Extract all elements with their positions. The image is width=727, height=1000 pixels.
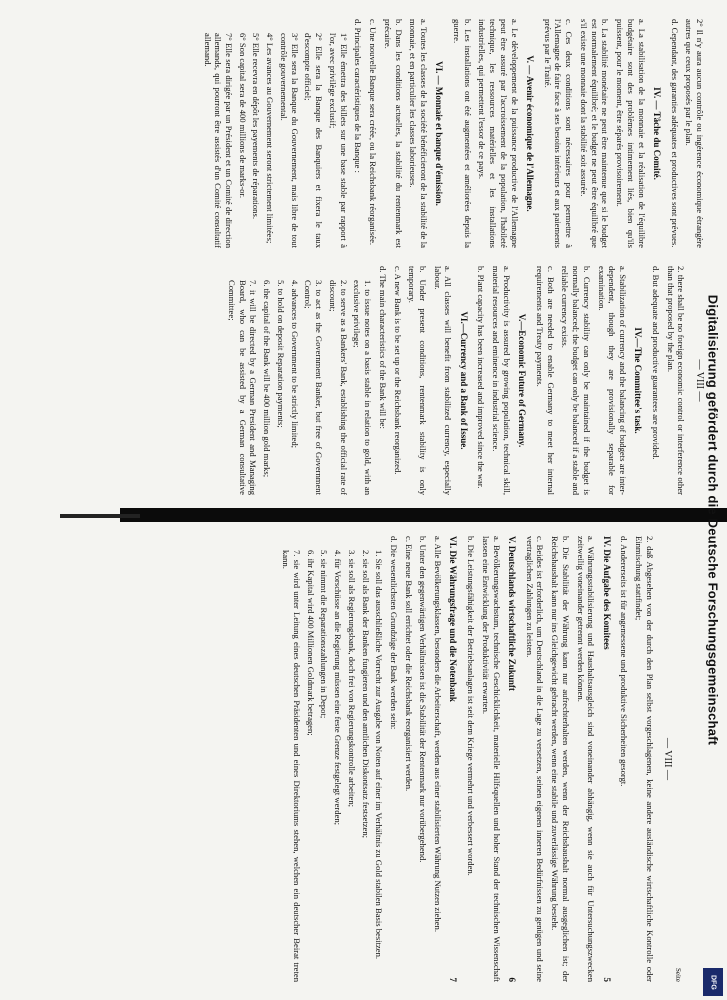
fr-vi-d-1: 1° Elle émettra des billets sur une base stable par rapport à l'or, avec privilège exclusif; [327, 33, 349, 248]
fr-vi-a: a. Toutes les classes de la société bénéficieront de la stabilité de la monnaie, et en particulier les classes laborieuses. [408, 19, 430, 248]
en-iv-b: b. Currency stability can only be maintained if the budget is normally balanced; the budget can only be balanced if a stable and reliable currency exists. [560, 266, 592, 495]
de-vi-d-4: 4. für Vorschüsse an die Regierung müssen eine feste Grenze festgelegt werden; [333, 550, 344, 826]
de-v-a: a. Bevölkerungswachstum, technische Geschicklichkeit, materielle Hilfsquellen und hoher Stand der technischen Wissenschaft lassen eine Entwicklung der Produktivität erwarten. [480, 536, 502, 982]
en-vi-d-5: 5. to hold on deposit Reparation payments; [275, 280, 286, 428]
en-vi-d: d. The main characteristics of the Bank will be: [377, 266, 388, 429]
german-column [18, 536, 682, 982]
de-toc-v-page: 6 [506, 977, 517, 982]
digitization-footer [701, 0, 725, 1000]
dfg-logo-icon: DFG [703, 968, 723, 996]
en-heading-vi: VI.—Currency and a Bank of Issue. [458, 311, 469, 450]
en-v-b: b. Plant capacity has been increased and improved since the war. [476, 266, 487, 489]
de-vi-c: c. Eine neue Bank soll errichtet oder die Reichsbank reorganisiert werden. [403, 536, 414, 792]
en-vi-d-1: 1. to issue notes on a basis stable in relation to gold, with an exclusive privilege; [352, 280, 374, 495]
de-v-b: b. Die Leistungsfähigkeit der Betriebsanlagen ist seit dem Kriege vermehrt und verbessert worden. [466, 536, 477, 876]
de-toc-iv-page: 5 [601, 977, 612, 982]
en-vi-a: a. All classes will benefit from stabilized currency, especially labour. [432, 266, 454, 495]
de-vi-d-2: 2. sie soll als Bank der Banken fungieren und den amtlichen Diskontsatz festsetzen; [360, 550, 371, 839]
en-vi-d-6: 6. the capital of the Bank will be 400 million gold marks; [262, 280, 273, 478]
en-heading-iv: IV.—The Committee's task. [633, 327, 644, 434]
french-column [21, 19, 705, 248]
rotated-lower-panel [0, 518, 700, 1000]
de-toc-iv-label: IV. Die Aufgabe des Komitees [601, 536, 612, 650]
en-iv-c: c. Both are needed to enable Germany to meet her internal requirements and Treaty payments. [534, 266, 556, 495]
de-vi-d-1: 1. Sie soll das ausschließliche Vorrecht zur Ausgabe von Noten auf einer im Verhältnis zu Gold stabilen Basis besitzen. [374, 550, 385, 960]
de-vi-b: b. Unter den gegenwärtigen Verhältnissen ist die Stabilität der Rentenmark nur vorübergehend. [418, 536, 429, 863]
fr-iv-a: a. La stabilisation de la monnaie et la réalisation de l'équilibre budgétaire sont des problèmes intimement liés, bien qu'ils puissent, pour le moment, être séparés provisoirement. [615, 19, 647, 248]
en-iv-a: a. Stabilization of currency and the balancing of budgets are inter-dependent, though they are provisionally separable for examination. [596, 266, 629, 495]
fr-item-d: d. Cependant, des garanties adéquates et productives sont prévues. [669, 19, 680, 248]
en-vi-d-4: 4. advances to Government to be strictly limited; [289, 280, 300, 449]
en-vi-d-7: 7. it will be directed by a German President and Managing Board, who can be assisted by a German consultative Committee; [226, 280, 259, 495]
en-item-2: 2. there shall be no foreign economic control or interference other than that proposed by the plan. [665, 266, 687, 495]
de-vi-a: a. Alle Bevölkerungsklassen, besonders die Arbeiterschaft, werden aus einer stabilisierten Währung Nutzen ziehen. [433, 536, 444, 932]
fr-vi-c: c. Une nouvelle Banque sera créée, ou la Reichsbank réorganisée. [368, 19, 379, 246]
en-vi-b: b. Under present conditions, rentenmark stability is only temporary. [407, 266, 428, 495]
de-vi-d-7: 7. sie wird unter Leitung eines deutschen Präsidenten und eines Direktoriums stehen, welchen ein deutscher Beirat treten kann. [281, 550, 302, 982]
fr-heading-iv: IV. — Tâche du Comité. [651, 87, 662, 180]
en-v-a: a. Productivity is assured by growing population, technical skill, material resources and eminence in industrial science. [491, 266, 512, 495]
de-toc-iv [600, 536, 611, 982]
fr-vi-d-2: 2° Elle sera la Banque des Banquiers et fixera le taux d'escompte officiel; [303, 33, 325, 248]
de-iv-c: c. Beides ist erforderlich, um Deutschland in die Lage zu versetzen, seinen eigenen inneren Bedürfnissen zu genügen und seine vertraglichen Zahlungen zu leisten. [524, 536, 546, 982]
fr-vi-d-7: 7° Elle sera dirigée par un Président et un Comité de direction allemands, qui pourront être assistés d'un Comité consultatif allemand. [202, 33, 235, 248]
fr-vi-d: d. Principales caractéristiques de la Banque : [353, 19, 364, 173]
de-toc-vi-page: 7 [448, 977, 459, 982]
de-iv-a: a. Währungsstabilisierung und Haushaltsausgleich sind voneinander abhängig, wenn sie auch für Untersuchungszwecken zeitweilig voneinander getrennt werden können. [575, 536, 597, 982]
de-toc-vi [447, 536, 458, 982]
lower-page-head: — VIII — [662, 737, 674, 781]
english-column [21, 266, 705, 495]
de-vi-d-3: 3. sie soll als Regierungsbank, doch frei von Regierungskontrolle arbeiten; [346, 550, 357, 808]
en-vi-d-2: 2. to serve as a Bankers' Bank, establishing the official rate of discount; [327, 280, 349, 495]
de-item-d: d. Andererseits ist für angemessene und produktive Sicherheiten gesorgt. [619, 536, 630, 787]
de-vi-d-6: 6. ihr Kapital wird 400 Millionen Goldmark betragen; [305, 550, 316, 736]
de-toc-v-label: V. Deutschlands wirtschaftliche Zukunft [506, 536, 517, 691]
fr-vi-d-3: 3° Elle sera la Banque du Gouvernement, mais libre de tout contrôle gouvernemental. [278, 33, 300, 248]
fr-heading-v: V. — Avenir économique de l'Allemagne. [524, 55, 535, 212]
en-vi-c: c. A new Bank is to be set up or the Reichsbank reorganized. [392, 266, 403, 475]
fr-heading-vi: VI. — Monnaie et banque d'émission. [434, 61, 445, 206]
fr-iv-b: b. La stabilité monétaire ne peut être maintenue que si le budget est normalement équilibré; et le budget ne peut être équilibré que s'il existe une monnaie dont la stabilité soit assurée. [578, 19, 611, 248]
de-toc-v [506, 536, 517, 982]
seite-label: Seite [674, 968, 682, 982]
de-vi-d-5: 5. sie nimmt die Reparationszahlungen in Depot; [319, 550, 330, 719]
de-iv-b: b. Die Stabilität der Währung kann nur aufrechterhalten werden, wenn der Reichshaushalt normal ausgeglichen ist; der Reichshaushalt kann nur ins Gleichgewicht gebracht werden, wenn eine stabile und zuverlässige Währung besteht. [550, 536, 571, 982]
fr-iv-c: c. Ces deux conditions sont nécessaires pour permettre à l'Allemagne de faire face à ses besoins intérieurs et aux paiements prévus par le Traité. [542, 19, 575, 248]
en-heading-v: V.—Economic Future of Germany. [517, 313, 528, 448]
de-vi-d: d. Die wesentlichsten Grundzüge der Bank werden sein: [388, 536, 399, 730]
fr-vi-b: b. Dans les conditions actuelles, la stabilité du rentenmark est précaire. [382, 19, 404, 248]
fr-vi-d-5: 5° Elle recevra en dépôt les payements de réparations. [251, 33, 262, 219]
en-item-d: d. But adequate and productive guarantees are provided. [651, 266, 662, 460]
fr-item-2: 2° Il n'y aura aucun contrôle ou ingérence économique étrangère autres que ceux proposés par le plan. [684, 19, 705, 248]
fr-vi-d-6: 6° Son capital sera de 400 millions de marks-or. [237, 33, 248, 199]
digitization-credit: Digitalisierung gefördert durch die Deutsche Forschungsgemeinschaft [705, 294, 721, 746]
en-vi-d-3: 3. to act as the Government Banker, but free of Government Control; [303, 280, 325, 495]
fr-v-a: a. Le développement de la puissance productive de l'Allemagne peut être assuré par l'accroissement de la population, l'habileté technique, les ressources matérielles et les installations industrielles, qui permettent l'essor de ce pays. [477, 19, 520, 248]
de-toc-vi-label: VI. Die Währungsfrage und die Notenbank [448, 536, 459, 702]
upper-page-head: — VIII — [694, 359, 705, 402]
fr-v-b: b. Les installations ont été augmentées et améliorées depuis la guerre. [452, 19, 473, 248]
fr-vi-d-4: 4° Les avances au Gouvernement seront strictement limitées; [265, 33, 276, 244]
de-item-2: 2. daß Abgesehen von der durch den Plan selbst vorgeschlagenen, keine andere ausländische wirtschaftliche Kontrolle oder Einmischung stattfindet; [634, 536, 655, 982]
